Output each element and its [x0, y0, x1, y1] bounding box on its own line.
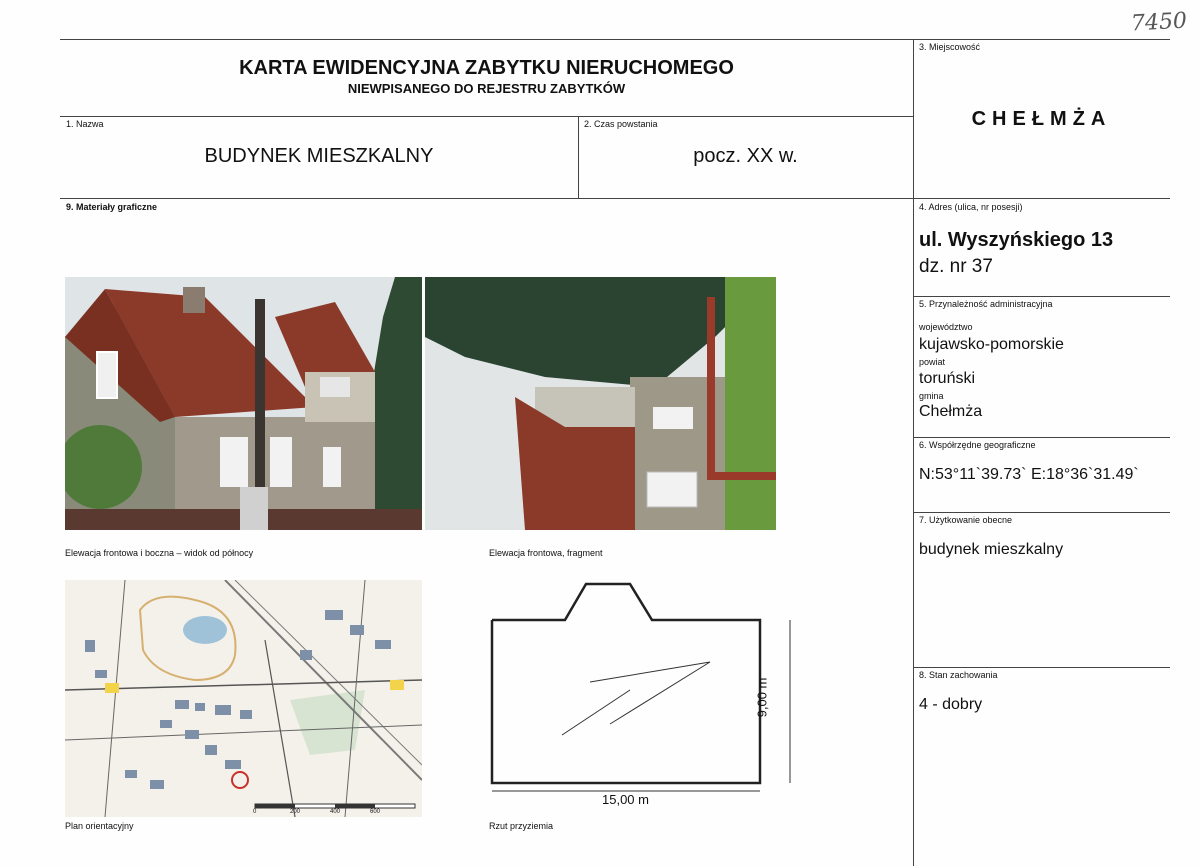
field-graphics-label: 9. Materiały graficzne — [66, 202, 158, 212]
field-locality-label: 3. Miejscowość — [919, 42, 981, 52]
commune-label: gmina — [919, 391, 944, 401]
county-value: toruński — [919, 370, 976, 387]
voivodeship-value: kujawsko-pomorskie — [919, 336, 1064, 353]
photo-front-fragment — [425, 277, 776, 530]
orientation-map — [65, 580, 422, 817]
field-use-label: 7. Użytkowanie obecne — [919, 515, 1013, 525]
handwritten-number: 7450 — [1130, 8, 1188, 37]
county-label: powiat — [919, 357, 946, 367]
field-address-plot: dz. nr 37 — [919, 256, 993, 277]
row-divider-2 — [60, 198, 1170, 199]
field-date-value: pocz. XX w. — [693, 145, 798, 167]
caption-floor-plan: Rzut przyziemia — [489, 821, 554, 831]
row-divider-1 — [60, 116, 913, 117]
field-geo-value: N:53°11`39.73` E:18°36`31.49` — [919, 466, 1139, 483]
map-scale-label-200: 200 — [290, 809, 301, 815]
map-scale-label-0: 0 — [253, 809, 257, 815]
document-subtitle: NIEWPISANEGO DO REJESTRU ZABYTKÓW — [347, 81, 626, 96]
floor-plan — [480, 578, 810, 818]
field-date-label: 2. Czas powstania — [584, 119, 658, 129]
plan-width-dimension: 15,00 m — [602, 792, 649, 807]
field-state-value: 4 - dobry — [919, 696, 983, 713]
row-divider-state — [913, 667, 1170, 668]
commune-value: Chełmża — [919, 403, 983, 420]
field-locality-value: CHEŁMŻA — [971, 108, 1112, 130]
row-divider-geo — [913, 437, 1170, 438]
caption-photo-front-side: Elewacja frontowa i boczna – widok od północy — [65, 548, 254, 558]
field-name-value: BUDYNEK MIESZKALNY — [204, 145, 434, 167]
field-use-value: budynek mieszkalny — [919, 541, 1064, 558]
voivodeship-label: województwo — [919, 322, 973, 332]
row-divider-use — [913, 512, 1170, 513]
plan-depth-dimension: 9,00 m — [754, 677, 770, 718]
vertical-divider-right — [913, 39, 914, 866]
map-scale-label-600: 600 — [370, 809, 381, 815]
field-geo-label: 6. Współrzędne geograficzne — [919, 440, 1036, 450]
photo-front-side-elevation — [65, 277, 422, 530]
row-divider-admin — [913, 296, 1170, 297]
field-state-label: 8. Stan zachowania — [919, 670, 998, 680]
field-address-street: ul. Wyszyńskiego 13 — [919, 229, 1114, 251]
document-title: KARTA EWIDENCYJNA ZABYTKU NIERUCHOMEGO — [239, 57, 734, 79]
field-name-label: 1. Nazwa — [66, 119, 104, 129]
caption-map: Plan orientacyjny — [65, 821, 134, 831]
caption-photo-fragment: Elewacja frontowa, fragment — [489, 548, 603, 558]
field-admin-label: 5. Przynależność administracyjna — [919, 299, 1053, 309]
top-border — [60, 39, 1170, 40]
field-address-label: 4. Adres (ulica, nr posesji) — [919, 202, 1023, 212]
map-scale-label-400: 400 — [330, 809, 341, 815]
